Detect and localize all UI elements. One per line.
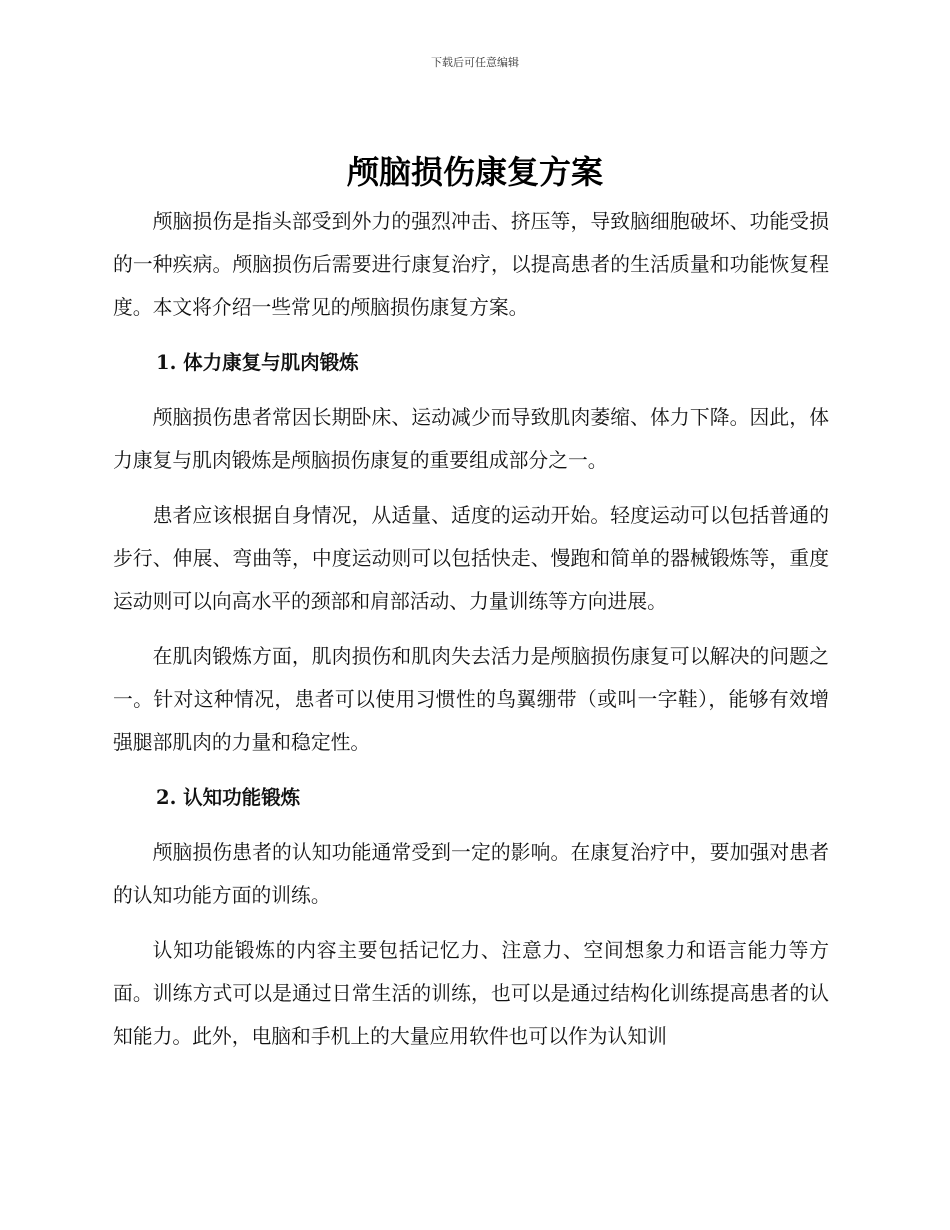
intro-paragraph: 颅脑损伤是指头部受到外力的强烈冲击、挤压等，导致脑细胞破坏、功能受损的一种疾病。颅脑损伤后需要进行康复治疗，以提高患者的生活质量和功能恢复程度。本文将介绍一些常见的颅脑损伤康复方案。	[113, 210, 829, 319]
section-cognitive-training	[113, 776, 829, 1058]
document-body	[113, 200, 829, 1070]
paragraph: 颅脑损伤患者常因长期卧床、运动减少而导致肌肉萎缩、体力下降。因此，体力康复与肌肉锻炼是颅脑损伤康复的重要组成部分之一。	[113, 406, 829, 472]
section-heading: 2. 认知功能锻炼	[156, 786, 301, 809]
paragraph: 在肌肉锻炼方面，肌肉损伤和肌肉失去活力是颅脑损伤康复可以解决的问题之一。针对这种情况，患者可以使用习惯性的鸟翼绷带（或叫一字鞋），能够有效增强腿部肌肉的力量和稳定性。	[113, 645, 829, 754]
paragraph: 颅脑损伤患者的认知功能通常受到一定的影响。在康复治疗中，要加强对患者的认知功能方面的训练。	[113, 841, 829, 907]
header-note: 下载后可任意编辑	[431, 56, 519, 69]
paragraph: 患者应该根据自身情况，从适量、适度的运动开始。轻度运动可以包括普通的步行、伸展、弯曲等，中度运动则可以包括快走、慢跑和简单的器械锻炼等，重度运动则可以向高水平的颈部和肩部活动、力量训练等方向进展。	[113, 504, 829, 613]
section-physical-rehab	[113, 341, 829, 764]
paragraph: 认知功能锻炼的内容主要包括记忆力、注意力、空间想象力和语言能力等方面。训练方式可以是通过日常生活的训练，也可以是通过结构化训练提高患者的认知能力。此外，电脑和手机上的大量应用软件也可以作为认知训	[113, 939, 829, 1048]
section-heading: 1. 体力康复与肌肉锻炼	[156, 351, 359, 374]
document-title: 颅脑损伤康复方案	[346, 153, 603, 191]
